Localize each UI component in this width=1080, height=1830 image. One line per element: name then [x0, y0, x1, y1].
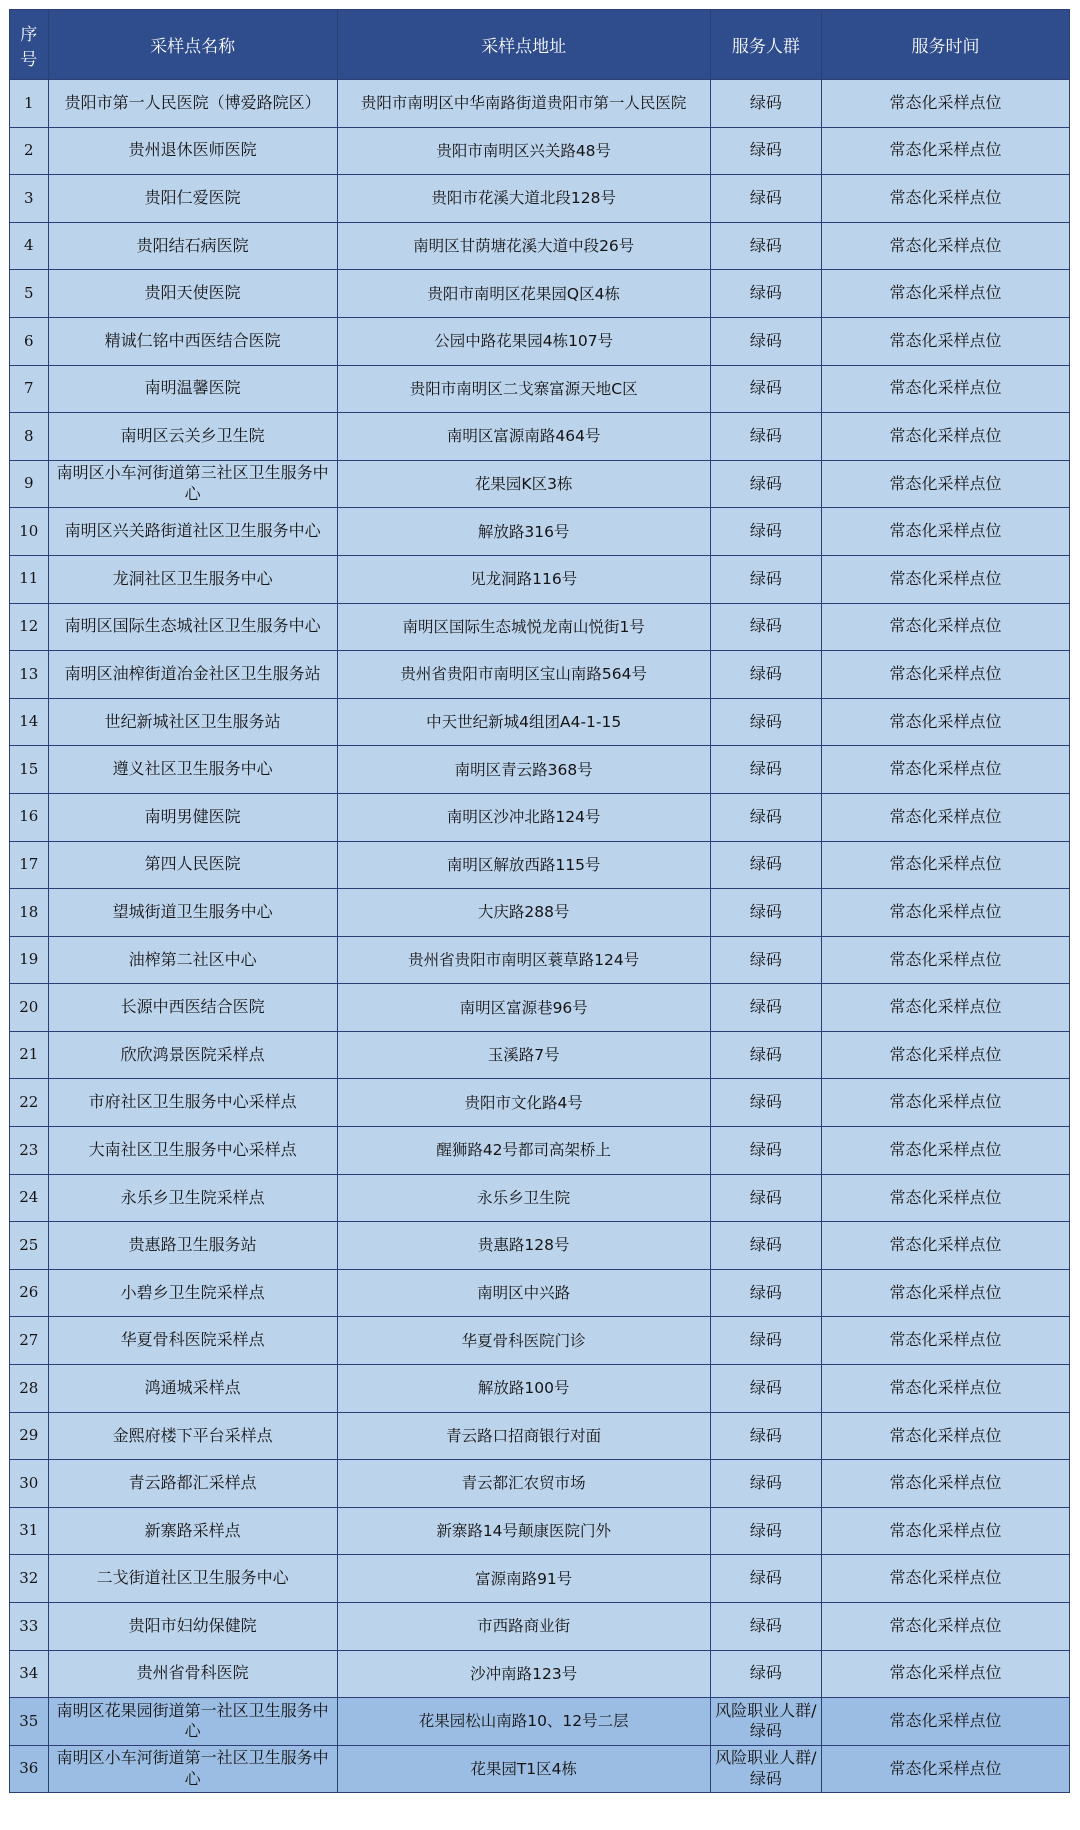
- site-name-cell: 贵阳仁爱医院: [48, 175, 337, 223]
- site-address-cell: 青云都汇农贸市场: [337, 1460, 710, 1508]
- service-group-cell: 绿码: [710, 1365, 821, 1413]
- table-row: [10, 222, 1070, 270]
- table-row: [10, 936, 1070, 984]
- service-time-cell: 常态化采样点位: [821, 1174, 1069, 1222]
- service-time-cell: 常态化采样点位: [821, 651, 1069, 699]
- service-time-cell: 常态化采样点位: [821, 936, 1069, 984]
- site-name-cell: 华夏骨科医院采样点: [48, 1317, 337, 1365]
- site-name-cell: 贵阳市妇幼保健院: [48, 1603, 337, 1651]
- site-name-cell: 贵阳市第一人民医院（博爱路院区）: [48, 80, 337, 128]
- service-time-cell: 常态化采样点位: [821, 841, 1069, 889]
- service-time-cell: 常态化采样点位: [821, 793, 1069, 841]
- service-group-cell: 绿码: [710, 127, 821, 175]
- service-time-cell: 常态化采样点位: [821, 603, 1069, 651]
- site-address-cell: 南明区甘荫塘花溪大道中段26号: [337, 222, 710, 270]
- service-group-cell: 绿码: [710, 1555, 821, 1603]
- service-group-cell: 绿码: [710, 460, 821, 508]
- service-group-cell: 绿码: [710, 984, 821, 1032]
- table-body: [10, 80, 1070, 1793]
- index-cell: 23: [10, 1127, 49, 1175]
- service-time-cell: 常态化采样点位: [821, 80, 1069, 128]
- site-name-cell: 鸿通城采样点: [48, 1365, 337, 1413]
- index-cell: 14: [10, 698, 49, 746]
- site-address-cell: 贵阳市南明区兴关路48号: [337, 127, 710, 175]
- header-service-group: 服务人群: [710, 10, 821, 80]
- site-name-cell: 龙洞社区卫生服务中心: [48, 555, 337, 603]
- service-time-cell: 常态化采样点位: [821, 1269, 1069, 1317]
- site-name-cell: 望城街道卫生服务中心: [48, 889, 337, 937]
- service-group-cell: 绿码: [710, 841, 821, 889]
- site-name-cell: 遵义社区卫生服务中心: [48, 746, 337, 794]
- index-cell: 35: [10, 1698, 49, 1746]
- table-row: [10, 1031, 1070, 1079]
- site-address-cell: 南明区沙冲北路124号: [337, 793, 710, 841]
- table-row: [10, 746, 1070, 794]
- table-row: [10, 365, 1070, 413]
- index-cell: 10: [10, 508, 49, 556]
- site-address-cell: 花果园松山南路10、12号二层: [337, 1698, 710, 1746]
- service-time-cell: 常态化采样点位: [821, 1222, 1069, 1270]
- site-name-cell: 贵州退休医师医院: [48, 127, 337, 175]
- site-address-cell: 大庆路288号: [337, 889, 710, 937]
- index-cell: 19: [10, 936, 49, 984]
- site-name-cell: 市府社区卫生服务中心采样点: [48, 1079, 337, 1127]
- index-cell: 5: [10, 270, 49, 318]
- site-address-cell: 花果园K区3栋: [337, 460, 710, 508]
- index-cell: 15: [10, 746, 49, 794]
- index-cell: 27: [10, 1317, 49, 1365]
- site-address-cell: 花果园T1区4栋: [337, 1745, 710, 1793]
- site-name-cell: 贵惠路卫生服务站: [48, 1222, 337, 1270]
- site-address-cell: 贵阳市花溪大道北段128号: [337, 175, 710, 223]
- table-row: [10, 889, 1070, 937]
- site-name-cell: 永乐乡卫生院采样点: [48, 1174, 337, 1222]
- table-row: [10, 841, 1070, 889]
- service-time-cell: 常态化采样点位: [821, 317, 1069, 365]
- site-address-cell: 南明区解放西路115号: [337, 841, 710, 889]
- service-time-cell: 常态化采样点位: [821, 984, 1069, 1032]
- site-name-cell: 南明区花果园街道第一社区卫生服务中心: [48, 1698, 337, 1746]
- service-group-cell: 绿码: [710, 1269, 821, 1317]
- header-index: 序号: [10, 10, 49, 80]
- service-time-cell: 常态化采样点位: [821, 508, 1069, 556]
- index-cell: 17: [10, 841, 49, 889]
- index-cell: 29: [10, 1412, 49, 1460]
- service-group-cell: 绿码: [710, 651, 821, 699]
- service-group-cell: 绿码: [710, 175, 821, 223]
- site-name-cell: 欣欣鸿景医院采样点: [48, 1031, 337, 1079]
- service-group-cell: 绿码: [710, 889, 821, 937]
- service-group-cell: 风险职业人群/绿码: [710, 1745, 821, 1793]
- table-row: [10, 317, 1070, 365]
- service-group-cell: 绿码: [710, 1222, 821, 1270]
- site-address-cell: 玉溪路7号: [337, 1031, 710, 1079]
- service-group-cell: 绿码: [710, 1507, 821, 1555]
- service-time-cell: 常态化采样点位: [821, 413, 1069, 461]
- site-name-cell: 大南社区卫生服务中心采样点: [48, 1127, 337, 1175]
- site-name-cell: 新寨路采样点: [48, 1507, 337, 1555]
- header-site-address: 采样点地址: [337, 10, 710, 80]
- table-row: [10, 80, 1070, 128]
- table-row: [10, 1127, 1070, 1175]
- service-group-cell: 绿码: [710, 1603, 821, 1651]
- site-address-cell: 贵惠路128号: [337, 1222, 710, 1270]
- site-name-cell: 小碧乡卫生院采样点: [48, 1269, 337, 1317]
- index-cell: 28: [10, 1365, 49, 1413]
- site-address-cell: 贵阳市南明区二戈寨富源天地C区: [337, 365, 710, 413]
- site-address-cell: 南明区国际生态城悦龙南山悦街1号: [337, 603, 710, 651]
- site-name-cell: 油榨第二社区中心: [48, 936, 337, 984]
- site-name-cell: 二戈街道社区卫生服务中心: [48, 1555, 337, 1603]
- table-row: [10, 651, 1070, 699]
- service-group-cell: 绿码: [710, 793, 821, 841]
- service-time-cell: 常态化采样点位: [821, 365, 1069, 413]
- service-group-cell: 绿码: [710, 555, 821, 603]
- service-time-cell: 常态化采样点位: [821, 1507, 1069, 1555]
- site-name-cell: 南明区小车河街道第三社区卫生服务中心: [48, 460, 337, 508]
- index-cell: 31: [10, 1507, 49, 1555]
- service-time-cell: 常态化采样点位: [821, 889, 1069, 937]
- service-group-cell: 绿码: [710, 603, 821, 651]
- service-group-cell: 绿码: [710, 1079, 821, 1127]
- table-row: [10, 603, 1070, 651]
- service-time-cell: 常态化采样点位: [821, 270, 1069, 318]
- service-time-cell: 常态化采样点位: [821, 1650, 1069, 1698]
- index-cell: 4: [10, 222, 49, 270]
- site-address-cell: 解放路316号: [337, 508, 710, 556]
- site-address-cell: 新寨路14号颠康医院门外: [337, 1507, 710, 1555]
- index-cell: 3: [10, 175, 49, 223]
- service-time-cell: 常态化采样点位: [821, 746, 1069, 794]
- index-cell: 25: [10, 1222, 49, 1270]
- table-row: [10, 1460, 1070, 1508]
- service-group-cell: 绿码: [710, 936, 821, 984]
- service-time-cell: 常态化采样点位: [821, 1603, 1069, 1651]
- index-cell: 12: [10, 603, 49, 651]
- site-name-cell: 世纪新城社区卫生服务站: [48, 698, 337, 746]
- table-row: [10, 413, 1070, 461]
- service-time-cell: 常态化采样点位: [821, 127, 1069, 175]
- service-group-cell: 绿码: [710, 1127, 821, 1175]
- service-group-cell: 绿码: [710, 413, 821, 461]
- service-time-cell: 常态化采样点位: [821, 460, 1069, 508]
- table-row: [10, 1269, 1070, 1317]
- index-cell: 36: [10, 1745, 49, 1793]
- service-time-cell: 常态化采样点位: [821, 1079, 1069, 1127]
- site-address-cell: 中天世纪新城4组团A4-1-15: [337, 698, 710, 746]
- index-cell: 20: [10, 984, 49, 1032]
- header-site-name: 采样点名称: [48, 10, 337, 80]
- index-cell: 21: [10, 1031, 49, 1079]
- site-address-cell: 贵阳市南明区中华南路街道贵阳市第一人民医院: [337, 80, 710, 128]
- site-address-cell: 解放路100号: [337, 1365, 710, 1413]
- site-address-cell: 富源南路91号: [337, 1555, 710, 1603]
- service-time-cell: 常态化采样点位: [821, 1127, 1069, 1175]
- table-row: [10, 1174, 1070, 1222]
- service-group-cell: 绿码: [710, 1412, 821, 1460]
- site-name-cell: 第四人民医院: [48, 841, 337, 889]
- service-time-cell: 常态化采样点位: [821, 1317, 1069, 1365]
- site-name-cell: 贵阳结石病医院: [48, 222, 337, 270]
- service-time-cell: 常态化采样点位: [821, 1031, 1069, 1079]
- index-cell: 26: [10, 1269, 49, 1317]
- index-cell: 18: [10, 889, 49, 937]
- site-name-cell: 长源中西医结合医院: [48, 984, 337, 1032]
- index-cell: 9: [10, 460, 49, 508]
- site-address-cell: 贵阳市南明区花果园Q区4栋: [337, 270, 710, 318]
- site-name-cell: 南明区国际生态城社区卫生服务中心: [48, 603, 337, 651]
- service-time-cell: 常态化采样点位: [821, 698, 1069, 746]
- table-row: [10, 793, 1070, 841]
- table-row: [10, 1745, 1070, 1793]
- site-address-cell: 贵阳市文化路4号: [337, 1079, 710, 1127]
- sampling-sites-table: [9, 9, 1070, 1793]
- site-name-cell: 南明区兴关路街道社区卫生服务中心: [48, 508, 337, 556]
- site-address-cell: 华夏骨科医院门诊: [337, 1317, 710, 1365]
- index-cell: 33: [10, 1603, 49, 1651]
- service-time-cell: 常态化采样点位: [821, 222, 1069, 270]
- index-cell: 8: [10, 413, 49, 461]
- index-cell: 2: [10, 127, 49, 175]
- index-cell: 7: [10, 365, 49, 413]
- table-row: [10, 1222, 1070, 1270]
- table-row: [10, 1698, 1070, 1746]
- site-name-cell: 青云路都汇采样点: [48, 1460, 337, 1508]
- table-row: [10, 698, 1070, 746]
- service-group-cell: 绿码: [710, 746, 821, 794]
- table-row: [10, 1079, 1070, 1127]
- index-cell: 6: [10, 317, 49, 365]
- site-address-cell: 醒狮路42号都司高架桥上: [337, 1127, 710, 1175]
- service-group-cell: 绿码: [710, 365, 821, 413]
- service-time-cell: 常态化采样点位: [821, 1460, 1069, 1508]
- table-row: [10, 1317, 1070, 1365]
- site-address-cell: 沙冲南路123号: [337, 1650, 710, 1698]
- site-address-cell: 南明区富源巷96号: [337, 984, 710, 1032]
- site-name-cell: 南明温馨医院: [48, 365, 337, 413]
- table-row: [10, 1555, 1070, 1603]
- service-group-cell: 绿码: [710, 1317, 821, 1365]
- service-time-cell: 常态化采样点位: [821, 1555, 1069, 1603]
- service-group-cell: 绿码: [710, 508, 821, 556]
- site-name-cell: 南明区油榨街道冶金社区卫生服务站: [48, 651, 337, 699]
- index-cell: 22: [10, 1079, 49, 1127]
- site-name-cell: 南明区小车河街道第一社区卫生服务中心: [48, 1745, 337, 1793]
- header-service-time: 服务时间: [821, 10, 1069, 80]
- service-time-cell: 常态化采样点位: [821, 1745, 1069, 1793]
- table-row: [10, 984, 1070, 1032]
- table-row: [10, 1412, 1070, 1460]
- table-row: [10, 460, 1070, 508]
- site-name-cell: 贵州省骨科医院: [48, 1650, 337, 1698]
- site-address-cell: 南明区富源南路464号: [337, 413, 710, 461]
- site-name-cell: 金熙府楼下平台采样点: [48, 1412, 337, 1460]
- service-time-cell: 常态化采样点位: [821, 1412, 1069, 1460]
- site-name-cell: 南明男健医院: [48, 793, 337, 841]
- table-row: [10, 127, 1070, 175]
- table-row: [10, 555, 1070, 603]
- service-group-cell: 绿码: [710, 698, 821, 746]
- index-cell: 11: [10, 555, 49, 603]
- table-row: [10, 270, 1070, 318]
- service-time-cell: 常态化采样点位: [821, 175, 1069, 223]
- site-address-cell: 南明区中兴路: [337, 1269, 710, 1317]
- service-group-cell: 绿码: [710, 317, 821, 365]
- index-cell: 13: [10, 651, 49, 699]
- service-group-cell: 绿码: [710, 1174, 821, 1222]
- service-group-cell: 绿码: [710, 80, 821, 128]
- site-address-cell: 贵州省贵阳市南明区蓑草路124号: [337, 936, 710, 984]
- service-group-cell: 风险职业人群/绿码: [710, 1698, 821, 1746]
- index-cell: 34: [10, 1650, 49, 1698]
- site-address-cell: 市西路商业街: [337, 1603, 710, 1651]
- site-address-cell: 青云路口招商银行对面: [337, 1412, 710, 1460]
- index-cell: 32: [10, 1555, 49, 1603]
- service-time-cell: 常态化采样点位: [821, 1698, 1069, 1746]
- service-group-cell: 绿码: [710, 270, 821, 318]
- table-row: [10, 1650, 1070, 1698]
- service-time-cell: 常态化采样点位: [821, 1365, 1069, 1413]
- service-group-cell: 绿码: [710, 1031, 821, 1079]
- service-group-cell: 绿码: [710, 1460, 821, 1508]
- service-time-cell: 常态化采样点位: [821, 555, 1069, 603]
- site-address-cell: 南明区青云路368号: [337, 746, 710, 794]
- header-row: [10, 10, 1070, 80]
- table-row: [10, 1365, 1070, 1413]
- site-name-cell: 精诚仁铭中西医结合医院: [48, 317, 337, 365]
- index-cell: 30: [10, 1460, 49, 1508]
- service-group-cell: 绿码: [710, 1650, 821, 1698]
- table-row: [10, 1507, 1070, 1555]
- site-name-cell: 南明区云关乡卫生院: [48, 413, 337, 461]
- site-address-cell: 见龙洞路116号: [337, 555, 710, 603]
- site-address-cell: 贵州省贵阳市南明区宝山南路564号: [337, 651, 710, 699]
- site-address-cell: 公园中路花果园4栋107号: [337, 317, 710, 365]
- site-address-cell: 永乐乡卫生院: [337, 1174, 710, 1222]
- service-group-cell: 绿码: [710, 222, 821, 270]
- index-cell: 1: [10, 80, 49, 128]
- table-row: [10, 508, 1070, 556]
- table-row: [10, 1603, 1070, 1651]
- index-cell: 24: [10, 1174, 49, 1222]
- index-cell: 16: [10, 793, 49, 841]
- table-row: [10, 175, 1070, 223]
- site-name-cell: 贵阳天使医院: [48, 270, 337, 318]
